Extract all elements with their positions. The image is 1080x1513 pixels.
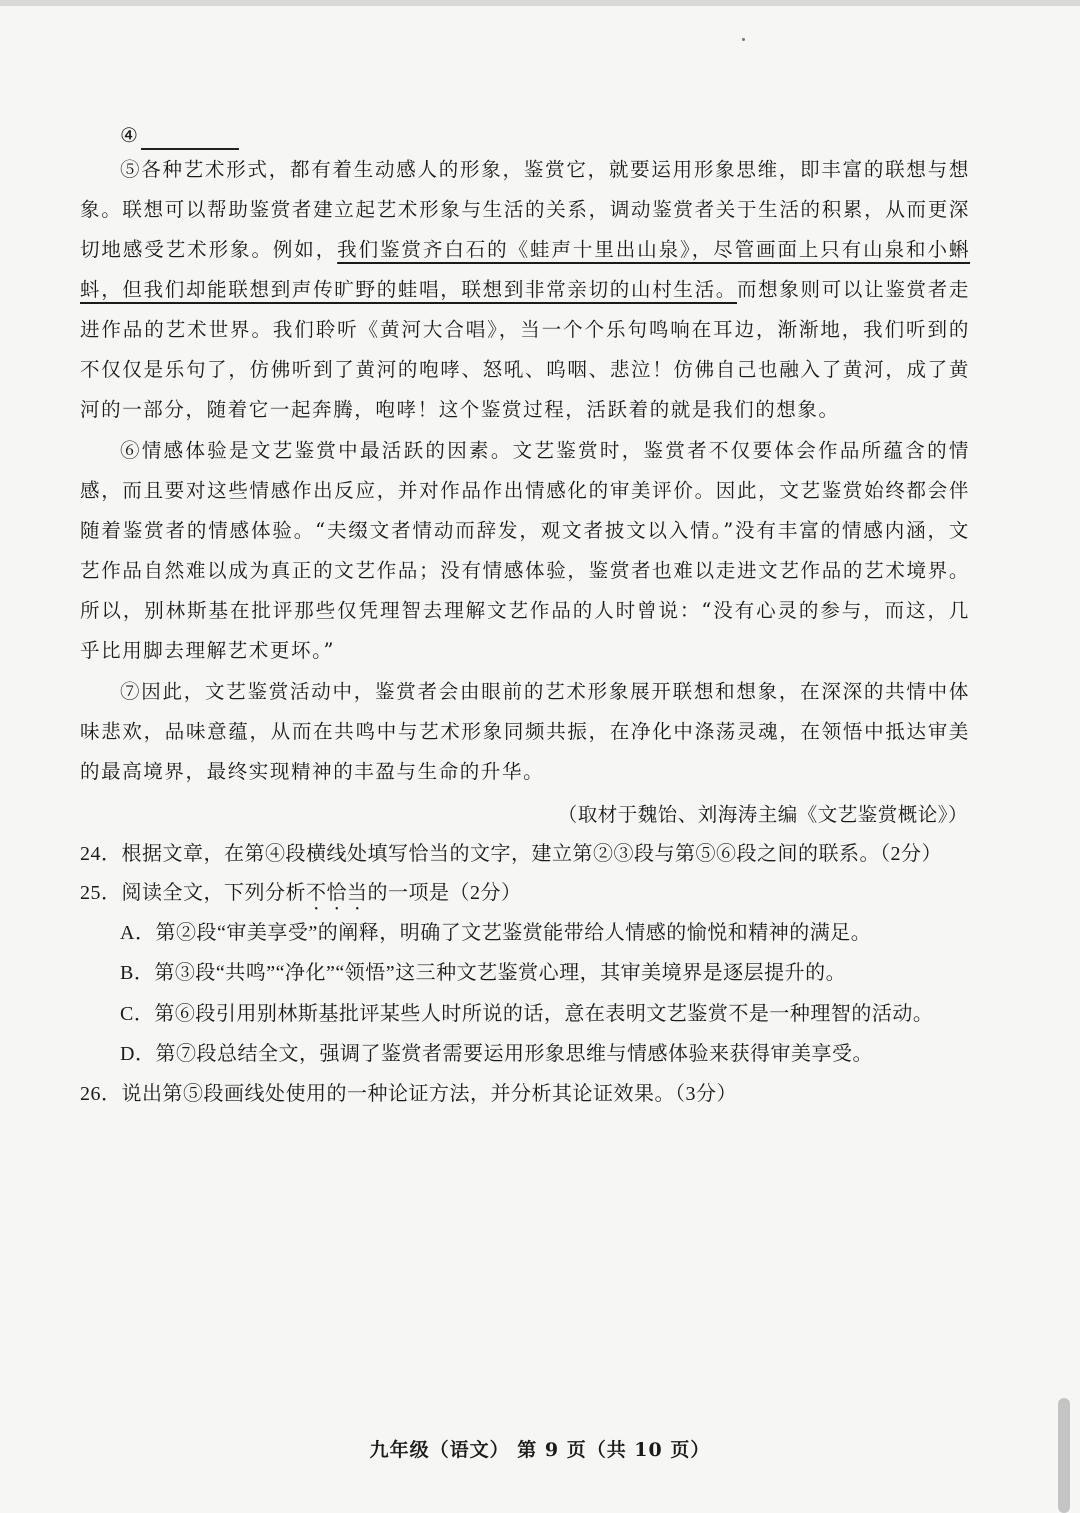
question-25-text-b: 的一项是（2分）	[367, 882, 522, 904]
answer-blank-4	[120, 120, 239, 150]
blank-marker: ④	[120, 123, 139, 147]
scrollbar-thumb[interactable]	[1058, 1398, 1070, 1513]
question-25	[80, 873, 980, 915]
paragraph-5-underlined: 我们鉴赏齐白石的《蛙声十里出山泉》，尽管画面上只有山泉和小蝌蚪，但我们却能联想到声传旷野的蛙唱，联想到非常亲切的山村生活。	[80, 238, 970, 301]
question-24: 24．根据文章，在第④段横线处填写恰当的文字，建立第②③段与第⑤⑥段之间的联系。（2分）	[80, 843, 942, 865]
question-25-emphasis: 不恰当	[306, 882, 368, 904]
question-26: 26．说出第⑤段画线处使用的一种论证方法，并分析其论证效果。（3分）	[80, 1083, 737, 1105]
option-b: B．第③段“共鸣”“净化”“领悟”这三种文艺鉴赏心理，其审美境界是逐层提升的。	[120, 962, 847, 984]
paragraph-5-text-a: ⑤各种艺术形式，都有着生动感人的形象，鉴赏它，就要运用形象思维，即丰富的联想与想象。联想可以帮助鉴赏者建立起艺术形象与生活的关系，调动鉴赏者关于生活的积累，从而更深切地感受艺术形象。例如，	[80, 158, 970, 261]
question-25-text-a: 25．阅读全文，下列分析	[80, 882, 306, 904]
paragraph-5	[80, 150, 970, 430]
option-d: D．第⑦段总结全文，强调了鉴赏者需要运用形象思维与情感体验来获得审美享受。	[120, 1043, 873, 1065]
option-c: C．第⑥段引用别林斯基批评某些人时所说的话，意在表明文艺鉴赏不是一种理智的活动。	[120, 1003, 934, 1025]
paragraph-6: ⑥情感体验是文艺鉴赏中最活跃的因素。文艺鉴赏时，鉴赏者不仅要体会作品所蕴含的情感，而且要对这些情感作出反应，并对作品作出情感化的审美评价。因此，文艺鉴赏始终都会伴随着鉴赏者的情感体验。“夫缀文者情动而辞发，观文者披文以入情。”没有丰富的情感内涵，文艺作品自然难以成为真正的文艺作品；没有情感体验，鉴赏者也难以走进文艺作品的艺术境界。所以，别林斯基在批评那些仅凭理智去理解文艺作品的人时曾说：“没有心灵的参与，而这，几乎比用脚去理解艺术更坏。”	[80, 439, 970, 662]
paragraph-7: ⑦因此，文艺鉴赏活动中，鉴赏者会由眼前的艺术形象展开联想和想象，在深深的共情中体味悲欢，品味意蕴，从而在共鸣中与艺术形象同频共振，在净化中涤荡灵魂，在领悟中抵达审美的最高境界，最终实现精神的丰盈与生命的升华。	[80, 680, 970, 783]
paragraph-5-text-b: 而想象则可以让鉴赏者走进作品的艺术世界。我们聆听《黄河大合唱》，当一个个乐句鸣响在耳边，渐渐地，我们听到的不仅仅是乐句了，仿佛听到了黄河的咆哮、怒吼、呜咽、悲泣！仿佛自己也融入了黄河，成了黄河的一部分，随着它一起奔腾，咆哮！这个鉴赏过程，活跃着的就是我们的想象。	[80, 278, 970, 421]
page-footer: 九年级（语文） 第 9 页（共 10 页）	[369, 1439, 711, 1461]
option-a: A．第②段“审美享受”的阐释，明确了文艺鉴赏能带给人情感的愉悦和精神的满足。	[120, 922, 872, 944]
source-citation: （取材于魏饴、刘海涛主编《文艺鉴赏概论》）	[557, 803, 968, 826]
scan-speck	[742, 38, 745, 41]
blank-rule	[141, 124, 239, 150]
